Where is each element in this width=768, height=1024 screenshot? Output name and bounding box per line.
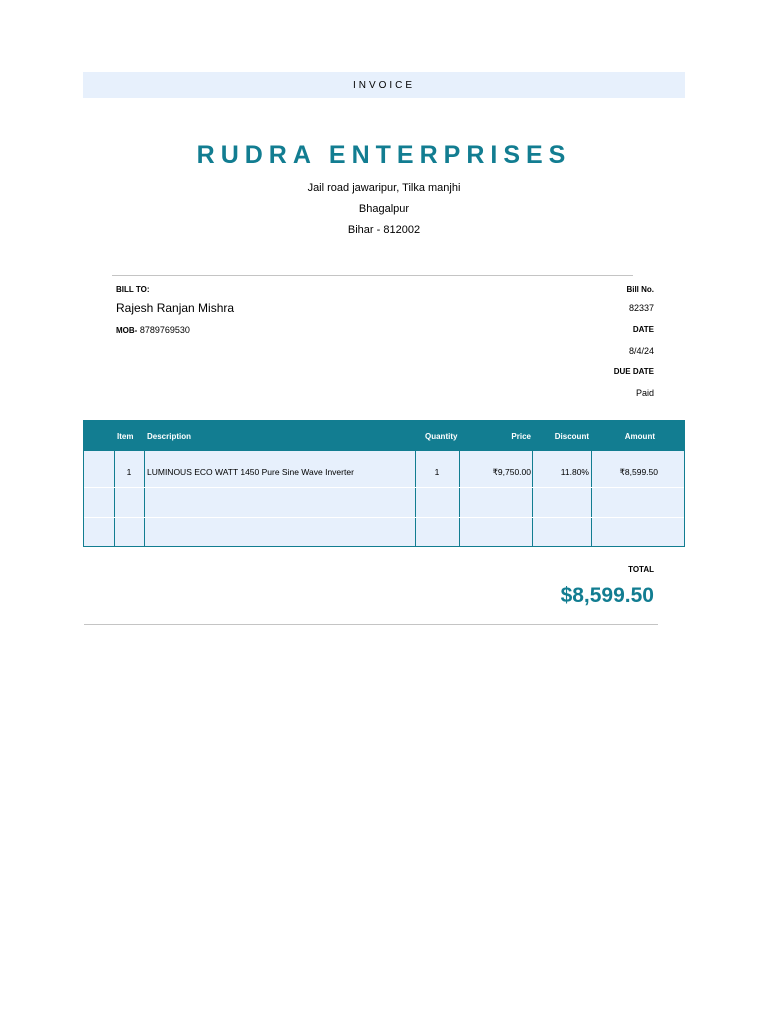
column-divider [591,451,592,546]
client-name: Rajesh Ranjan Mishra [116,301,235,315]
header-amount: Amount [624,432,655,441]
company-address-line3: Bihar - 812002 [347,224,421,236]
total-label: TOTAL [628,565,654,574]
header-divider [112,275,633,276]
line-items-table [83,420,685,547]
column-divider [144,451,145,546]
table-header [84,421,684,451]
column-divider [532,451,533,546]
header-quantity: Quantity [425,432,458,441]
cell-price: ₹9,750.00 [492,467,531,477]
invoice-title: INVOICE [352,79,416,91]
mobile-value: 8789769530 [139,325,190,335]
bill-to-label: BILL TO: [116,285,150,294]
invoice-banner [83,72,685,98]
cell-quantity: 1 [434,467,440,477]
header-discount: Discount [554,432,589,441]
company-name: RUDRA ENTERPRISES [196,141,572,169]
header-price: Price [511,432,531,441]
company-address-line1: Jail road jawaripur, Tilka manjhi [307,182,461,194]
company-address-line2: Bhagalpur [358,203,410,215]
column-divider [415,451,416,546]
due-date-label: DUE DATE [613,367,654,376]
cell-amount: ₹8,599.50 [619,467,658,477]
header-item: Item [117,432,134,441]
date-value: 8/4/24 [628,346,654,356]
cell-description: LUMINOUS ECO WATT 1450 Pure Sine Wave Inverter [147,467,354,477]
header-description: Description [147,432,192,441]
cell-discount: 11.80% [560,467,589,477]
due-date-value: Paid [635,388,654,398]
total-value: $8,599.50 [560,584,654,607]
footer-divider [84,624,658,625]
row-divider [84,517,684,518]
cell-item: 1 [126,467,132,477]
column-divider [114,451,115,546]
row-divider [84,487,684,488]
client-mobile [116,325,190,335]
bill-no-label: Bill No. [626,285,654,294]
bill-no-value: 82337 [628,303,654,313]
mobile-label: MOB- [116,326,138,335]
date-label: DATE [632,325,654,334]
column-divider [459,451,460,546]
